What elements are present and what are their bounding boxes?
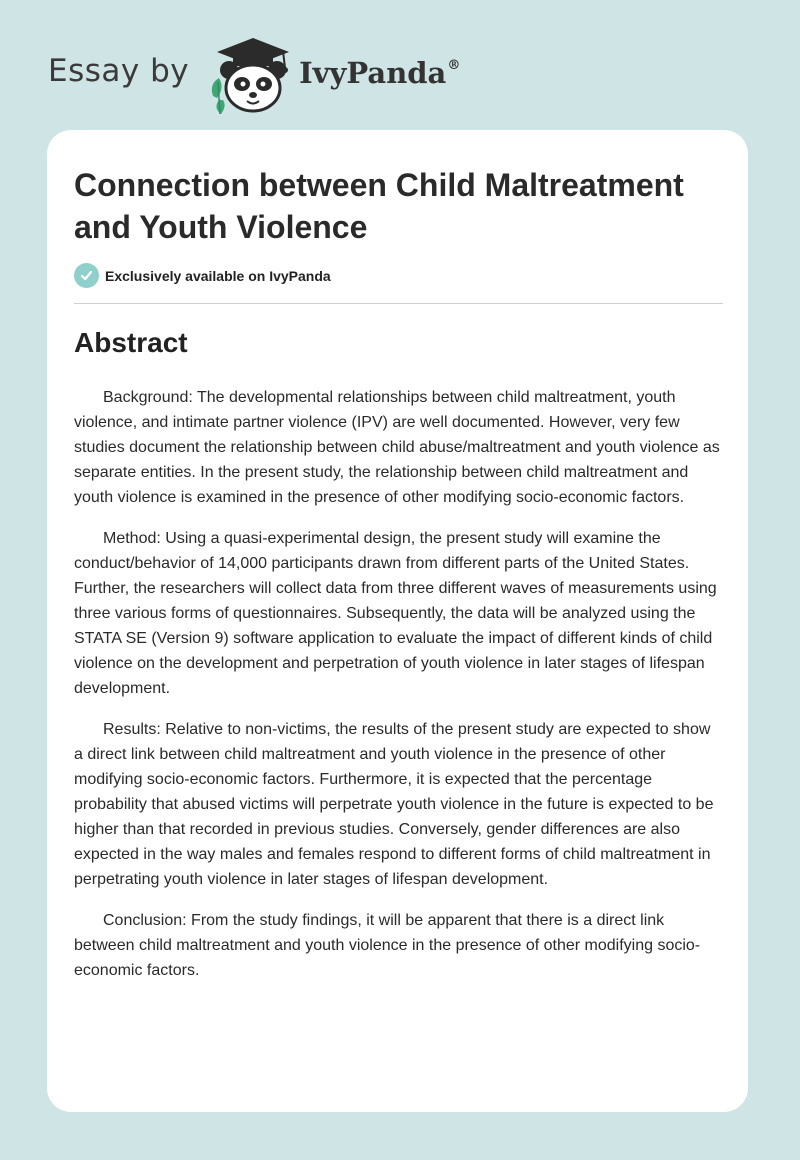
paragraph-results: Results: Relative to non-victims, the results of the present study are expected to show a direct link between child maltreatment and youth violence in the presence of other modifying socio-economic factors. Furthermore, it is expected that the percentage probability that abused victims will perpetrate youth violence in the future is expected to be higher than that recorded in previous studies. Conversely, gender differences are also expected in the way males and females respond to different forms of child maltreatment in perpetrating youth violence in later stages of lifespan development. xyxy=(74,721,714,888)
registered-mark: ® xyxy=(447,58,461,73)
panda-graduate-icon[interactable] xyxy=(205,34,297,114)
essay-by-label: Essay by xyxy=(48,53,190,89)
abstract-body xyxy=(74,385,721,999)
check-circle-icon xyxy=(74,263,99,288)
site-header xyxy=(48,34,460,114)
brand-name[interactable]: IvyPanda® xyxy=(299,56,461,90)
page-title: Connection between Child Maltreatment and Youth Violence xyxy=(74,167,684,245)
exclusive-badge xyxy=(74,263,331,288)
divider xyxy=(74,303,723,304)
essay-card xyxy=(47,130,748,1112)
paragraph-method: Method: Using a quasi-experimental design, the present study will examine the conduct/behavior of 14,000 participants drawn from different parts of the United States. Further, the researchers will collect data from three different waves of measurements using three various forms of questionnaires. Subsequently, the data will be analyzed using the STATA SE (Version 9) software application to evaluate the impact of different kinds of child violence on the development and perpetration of youth violence in later stages of lifespan development. xyxy=(74,530,717,697)
paragraph-background: Background: The developmental relationships between child maltreatment, youth violence, and intimate partner violence (IPV) are well documented. However, very few studies document the relationship between child abuse/maltreatment and youth violence as separate entities. In the present study, the relationship between child maltreatment and youth violence is examined in the presence of other modifying socio-economic factors. xyxy=(74,389,720,506)
paragraph-conclusion: Conclusion: From the study findings, it will be apparent that there is a direct link between child maltreatment and youth violence in the presence of other modifying socio-economic factors. xyxy=(74,912,701,979)
exclusive-label: Exclusively available on IvyPanda xyxy=(105,267,331,284)
section-heading-abstract: Abstract xyxy=(74,327,188,358)
